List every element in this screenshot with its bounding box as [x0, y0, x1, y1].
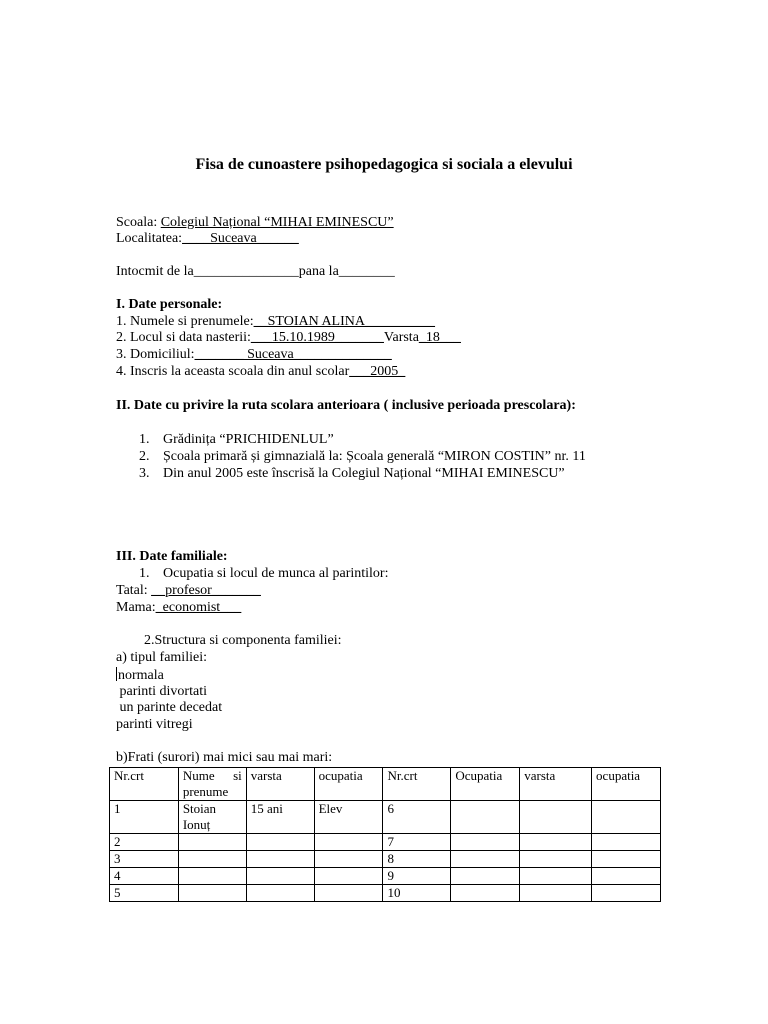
table-cell [520, 868, 592, 885]
enrolled-value: ___2005_ [349, 364, 406, 379]
family-type-option: normala [118, 668, 164, 683]
father-label: Tatal: [116, 583, 152, 598]
locality-label: Localitatea: [116, 231, 183, 246]
table-cell [246, 885, 314, 902]
route-item-text: Grădinița “PRICHIDENLUL” [163, 432, 334, 447]
table-cell: 4 [110, 868, 179, 885]
table-cell [178, 834, 246, 851]
father-line [116, 583, 261, 599]
family-item2: 2.Structura si componenta familiei: [144, 633, 342, 648]
home-label: 3. Domiciliul: [116, 347, 195, 362]
home-line [116, 347, 392, 363]
table-cell [520, 834, 592, 851]
table-header-cell: Nume si prenume [178, 768, 246, 801]
family-type-option: parinti divortati [116, 684, 207, 699]
route-item-num: 2. [139, 449, 150, 464]
table-cell [246, 851, 314, 868]
table-cell: 5 [110, 885, 179, 902]
family-item1-text: Ocupatia si locul de munca al parintilor: [163, 566, 389, 581]
school-value: Colegiul Național “MIHAI EMINESCU” [160, 215, 394, 230]
family-item1-num: 1. [139, 566, 150, 581]
table-header-cell: ocupatia [592, 768, 661, 801]
name-value: __STOIAN ALINA__________ [253, 314, 435, 329]
table-row [110, 834, 661, 851]
table-header-row [110, 768, 661, 801]
table-header-cell: Nr.crt [110, 768, 179, 801]
table-header-cell: varsta [246, 768, 314, 801]
page-title: Fisa de cunoastere psihopedagogica si sociala a elevului [195, 156, 573, 173]
table-header-cell: ocupatia [314, 768, 383, 801]
period-line: Intocmit de la_______________pana la________ [116, 264, 395, 279]
name-label: 1. Numele si prenumele: [116, 314, 254, 329]
table-header-cell: Ocupatia [451, 768, 520, 801]
table-cell [314, 868, 383, 885]
family-type-option: un parinte decedat [116, 700, 223, 715]
table-cell [592, 885, 661, 902]
home-value: _______ Suceava______________ [194, 347, 392, 362]
mother-label: Mama: [116, 600, 156, 615]
table-cell [314, 834, 383, 851]
table-cell [178, 868, 246, 885]
birth-line [116, 330, 461, 346]
mother-value: _economist___ [155, 600, 242, 615]
table-cell [246, 868, 314, 885]
siblings-label: b)Frati (surori) mai mici sau mai mari: [116, 750, 333, 765]
table-cell [451, 851, 520, 868]
siblings-table [109, 767, 661, 902]
table-cell: 3 [110, 851, 179, 868]
table-cell [592, 801, 661, 834]
table-cell: 10 [383, 885, 451, 902]
table-cell: 15 ani [246, 801, 314, 834]
table-cell [520, 801, 592, 834]
table-cell [178, 851, 246, 868]
table-cell [314, 885, 383, 902]
table-cell: 7 [383, 834, 451, 851]
table-cell [592, 851, 661, 868]
enrolled-line [116, 364, 405, 380]
route-item-num: 1. [139, 432, 150, 447]
table-row [110, 851, 661, 868]
mother-line [116, 600, 241, 616]
table-cell [314, 851, 383, 868]
age-value: _18___ [418, 330, 461, 345]
table-cell [451, 834, 520, 851]
table-cell [520, 851, 592, 868]
table-cell: 1 [110, 801, 179, 834]
table-cell: 8 [383, 851, 451, 868]
section3-heading: III. Date familiale: [116, 549, 228, 564]
route-item-text: Școala primară și gimnazială la: Școala generală “MIRON COSTIN” nr. 11 [163, 449, 586, 464]
table-cell [451, 885, 520, 902]
locality-line [116, 231, 299, 247]
table-cell [451, 868, 520, 885]
section1-heading: I. Date personale: [116, 297, 223, 312]
table-cell [592, 868, 661, 885]
table-row [110, 868, 661, 885]
locality-value: ____Suceava______ [182, 231, 299, 246]
route-item-text: Din anul 2005 este înscrisă la Colegiul Național “MIHAI EMINESCU” [163, 466, 565, 481]
route-item-num: 3. [139, 466, 150, 481]
table-cell [520, 885, 592, 902]
table-cell: Elev [314, 801, 383, 834]
enrolled-label: 4. Inscris la aceasta scoala din anul scolar [116, 364, 350, 379]
birth-value: ___15.10.1989_______ [250, 330, 384, 345]
name-line [116, 314, 435, 330]
birth-label: 2. Locul si data nasterii: [116, 330, 251, 345]
section2-heading: II. Date cu privire la ruta scolara anterioara ( inclusive perioada prescolara): [116, 398, 576, 413]
table-cell: 6 [383, 801, 451, 834]
school-label: Scoala: [116, 215, 158, 230]
text-cursor [116, 667, 117, 681]
table-cell [246, 834, 314, 851]
table-row [110, 885, 661, 902]
table-cell: Stoian Ionuț [178, 801, 246, 834]
family-type-option: parinti vitregi [116, 717, 193, 732]
table-cell [592, 834, 661, 851]
table-cell [178, 885, 246, 902]
table-header-cell: Nr.crt [383, 768, 451, 801]
table-cell: 2 [110, 834, 179, 851]
table-cell [451, 801, 520, 834]
school-line [116, 215, 394, 231]
table-cell: 9 [383, 868, 451, 885]
age-label: Varsta [383, 330, 419, 345]
father-value: __profesor_______ [151, 583, 261, 598]
family-type-label: a) tipul familiei: [116, 650, 207, 665]
table-row [110, 801, 661, 834]
table-header-cell: varsta [520, 768, 592, 801]
